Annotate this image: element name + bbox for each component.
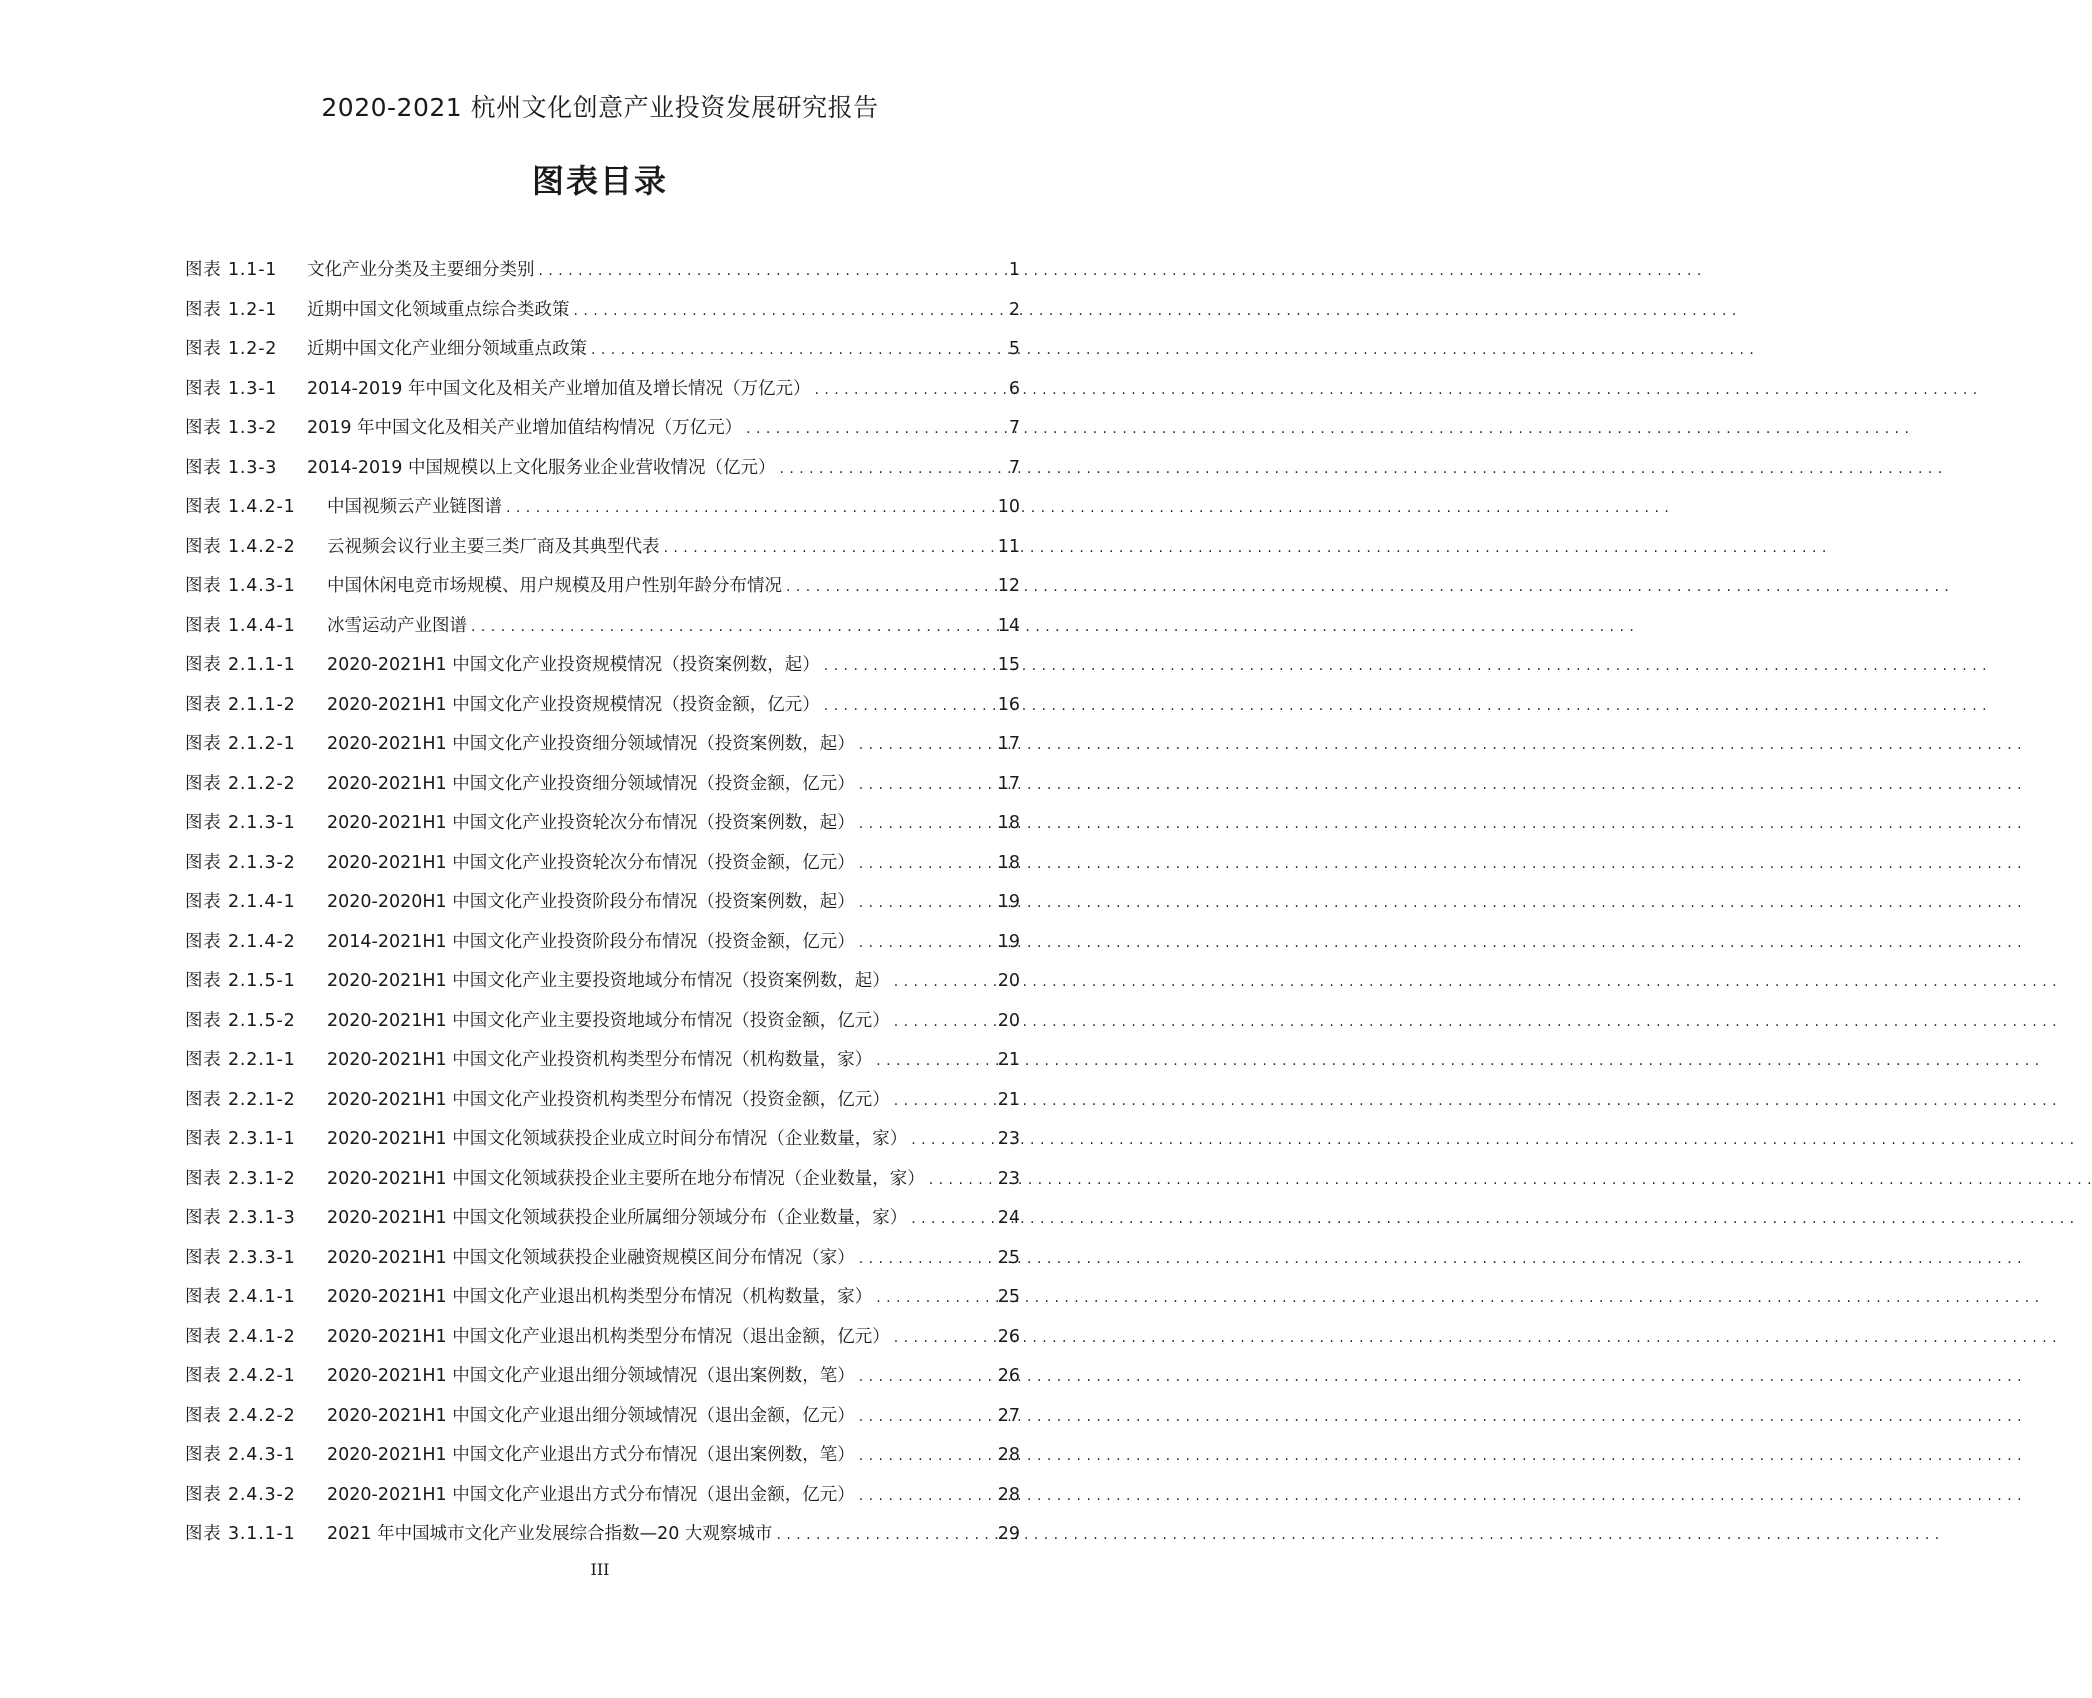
- toc-entry-page: 10: [997, 497, 1020, 517]
- toc-entry-label: 图表 1.1-1: [185, 260, 278, 280]
- dot-leader: [859, 883, 994, 923]
- toc-entry-title: 2020-2021H1 中国文化领域获投企业主要所在地分布情况（企业数量，家）: [327, 1168, 925, 1189]
- toc-entry[interactable]: [185, 528, 1020, 568]
- toc-entry[interactable]: [185, 686, 1020, 726]
- toc-entry-page: 5: [1008, 339, 1020, 359]
- toc-entry-title: 2020-2021H1 中国文化产业主要投资地域分布情况（投资金额，亿元）: [327, 1010, 890, 1031]
- toc-entry-page: 14: [997, 615, 1020, 636]
- toc-entry-label: 图表 2.1.1-1: [185, 655, 296, 675]
- dot-leader: [574, 291, 1005, 331]
- dot-leader: [591, 330, 1004, 370]
- toc-entry-page: 28: [997, 1445, 1020, 1465]
- toc-entry-label: 图表 2.4.1-1: [185, 1287, 296, 1307]
- dot-leader: [859, 1476, 994, 1516]
- dot-leader: [471, 607, 994, 647]
- dot-leader: [859, 1397, 994, 1437]
- dot-leader: [929, 1160, 994, 1200]
- toc-entry-label: 图表 1.3-2: [185, 418, 278, 438]
- toc-entry[interactable]: [185, 804, 1020, 844]
- toc-entry-label: 图表 1.3-3: [185, 457, 278, 478]
- dot-leader: [506, 488, 994, 528]
- toc-entry-title: 2014-2021H1 中国文化产业投资阶段分布情况（投资金额，亿元）: [327, 931, 855, 952]
- dot-leader: [911, 1120, 993, 1160]
- toc-entry-label: 图表 1.3-1: [185, 378, 278, 399]
- toc-entry-title: 近期中国文化领域重点综合类政策: [307, 299, 570, 320]
- toc-entry-title: 2020-2021H1 中国文化产业投资细分领域情况（投资金额，亿元）: [327, 773, 855, 794]
- toc-entry-title: 2021 年中国城市文化产业发展综合指数—20 大观察城市: [327, 1524, 773, 1544]
- dot-leader: [664, 528, 994, 568]
- toc-entry-label: 图表 2.1.5-1: [185, 971, 296, 991]
- toc-entry-title: 2020-2021H1 中国文化产业退出方式分布情况（退出案例数，笔）: [327, 1445, 855, 1465]
- toc-entry-label: 图表 2.4.3-1: [185, 1445, 296, 1465]
- dot-leader: [876, 1278, 993, 1318]
- toc-entry-page: 15: [997, 655, 1020, 675]
- dot-leader: [814, 370, 1004, 410]
- toc-entry-title: 2020-2021H1 中国文化产业退出细分领域情况（退出案例数，笔）: [327, 1366, 855, 1386]
- toc-entry-label: 图表 3.1.1-1: [185, 1524, 296, 1544]
- toc-entry-label: 图表 2.1.3-1: [185, 813, 296, 833]
- dot-leader: [911, 1199, 993, 1239]
- toc-entry-title: 2020-2020H1 中国文化产业投资阶段分布情况（投资案例数，起）: [327, 892, 855, 912]
- toc-entry-page: 6: [1008, 378, 1020, 399]
- toc-entry-label: 图表 1.4.2-2: [185, 536, 296, 557]
- toc-entry-label: 图表 2.3.3-1: [185, 1247, 296, 1268]
- dot-leader: [894, 1081, 994, 1121]
- toc-entry[interactable]: [185, 1239, 1020, 1279]
- toc-entry-title: 云视频会议行业主要三类厂商及其典型代表: [327, 536, 660, 557]
- toc-entry[interactable]: [185, 1120, 1020, 1160]
- dot-leader: [859, 1239, 994, 1279]
- toc-entry-title: 中国休闲电竞市场规模、用户规模及用户性别年龄分布情况: [327, 576, 782, 596]
- toc-entry-title: 2020-2021H1 中国文化产业投资轮次分布情况（投资案例数，起）: [327, 813, 855, 833]
- toc-entry-label: 图表 2.1.2-2: [185, 773, 296, 794]
- toc-entry-title: 2020-2021H1 中国文化产业投资规模情况（投资金额，亿元）: [327, 694, 820, 715]
- dot-leader: [824, 646, 994, 686]
- toc-entry[interactable]: [185, 1278, 1020, 1318]
- toc-entry-title: 2020-2021H1 中国文化产业投资机构类型分布情况（投资金额，亿元）: [327, 1089, 890, 1110]
- toc-list: [185, 251, 1020, 1555]
- toc-entry-page: 18: [997, 852, 1020, 873]
- dot-leader: [746, 409, 1004, 449]
- toc-entry-page: 7: [1008, 457, 1020, 478]
- toc-entry-label: 图表 2.2.1-2: [185, 1089, 296, 1110]
- toc-entry[interactable]: [185, 488, 1020, 528]
- toc-entry-title: 2020-2021H1 中国文化产业退出机构类型分布情况（退出金额，亿元）: [327, 1326, 890, 1347]
- toc-entry-page: 19: [997, 931, 1020, 952]
- dot-leader: [859, 804, 994, 844]
- dot-leader: [786, 567, 994, 607]
- toc-entry-label: 图表 2.4.3-2: [185, 1484, 296, 1505]
- toc-title: 图表目录: [531, 162, 668, 200]
- toc-entry[interactable]: [185, 646, 1020, 686]
- toc-entry[interactable]: [185, 923, 1020, 963]
- toc-entry[interactable]: [185, 725, 1020, 765]
- toc-entry-label: 图表 1.4.4-1: [185, 615, 296, 636]
- dot-leader: [894, 962, 994, 1002]
- toc-entry-title: 2014-2019 年中国文化及相关产业增加值及增长情况（万亿元）: [307, 378, 811, 399]
- toc-entry[interactable]: [185, 330, 1020, 370]
- toc-entry-page: 21: [997, 1089, 1020, 1110]
- toc-entry[interactable]: [185, 409, 1020, 449]
- toc-entry-label: 图表 2.1.4-2: [185, 931, 296, 952]
- toc-entry[interactable]: [185, 765, 1020, 805]
- toc-entry[interactable]: [185, 1357, 1020, 1397]
- toc-entry-page: 26: [997, 1366, 1020, 1386]
- dot-leader: [859, 1357, 994, 1397]
- toc-entry-title: 2020-2021H1 中国文化领域获投企业融资规模区间分布情况（家）: [327, 1247, 855, 1268]
- toc-entry-title: 2020-2021H1 中国文化领域获投企业成立时间分布情况（企业数量，家）: [327, 1129, 908, 1149]
- toc-entry-label: 图表 2.1.2-1: [185, 734, 296, 754]
- toc-entry-page: 17: [997, 773, 1020, 794]
- toc-entry[interactable]: [185, 251, 1020, 291]
- toc-entry[interactable]: [185, 1318, 1020, 1358]
- toc-entry-page: 28: [997, 1484, 1020, 1505]
- dot-leader: [824, 686, 994, 726]
- dot-leader: [859, 923, 994, 963]
- dot-leader: [539, 251, 1005, 291]
- toc-entry[interactable]: [185, 1199, 1020, 1239]
- toc-entry-page: 21: [997, 1050, 1020, 1070]
- toc-entry-label: 图表 2.3.1-2: [185, 1168, 296, 1189]
- toc-entry[interactable]: [185, 291, 1020, 331]
- toc-entry-title: 冰雪运动产业图谱: [327, 615, 467, 636]
- toc-entry-page: 20: [997, 971, 1020, 991]
- toc-entry-page: 1: [1008, 260, 1020, 280]
- toc-entry[interactable]: [185, 1397, 1020, 1437]
- toc-entry-title: 2020-2021H1 中国文化产业投资机构类型分布情况（机构数量，家）: [327, 1050, 873, 1070]
- toc-entry-title: 2019 年中国文化及相关产业增加值结构情况（万亿元）: [307, 418, 743, 438]
- toc-entry-page: 20: [997, 1010, 1020, 1031]
- toc-entry-page: 17: [997, 734, 1020, 754]
- dot-leader: [776, 1515, 993, 1555]
- page-number: III: [590, 1560, 610, 1579]
- toc-entry-label: 图表 1.4.3-1: [185, 576, 296, 596]
- toc-entry[interactable]: [185, 1476, 1020, 1516]
- toc-entry[interactable]: [185, 962, 1020, 1002]
- toc-entry[interactable]: [185, 607, 1020, 647]
- toc-entry[interactable]: [185, 370, 1020, 410]
- toc-entry[interactable]: [185, 844, 1020, 884]
- toc-entry-page: 26: [997, 1326, 1020, 1347]
- toc-entry-label: 图表 2.4.2-2: [185, 1405, 296, 1426]
- dot-leader: [859, 844, 994, 884]
- toc-entry-page: 2: [1008, 299, 1020, 320]
- toc-entry-title: 2020-2021H1 中国文化产业退出机构类型分布情况（机构数量，家）: [327, 1287, 873, 1307]
- toc-entry[interactable]: [185, 1436, 1020, 1476]
- dot-leader: [859, 765, 994, 805]
- toc-entry-page: 18: [997, 813, 1020, 833]
- toc-entry[interactable]: [185, 883, 1020, 923]
- toc-entry-page: 16: [997, 694, 1020, 715]
- toc-entry-title: 2020-2021H1 中国文化产业投资细分领域情况（投资案例数，起）: [327, 734, 855, 754]
- toc-entry-label: 图表 2.1.1-2: [185, 694, 296, 715]
- toc-entry-label: 图表 2.4.2-1: [185, 1366, 296, 1386]
- toc-entry-page: 19: [997, 892, 1020, 912]
- toc-entry-title: 2020-2021H1 中国文化产业退出方式分布情况（退出金额，亿元）: [327, 1484, 855, 1505]
- toc-entry-page: 25: [997, 1247, 1020, 1268]
- toc-entry-page: 11: [997, 536, 1020, 557]
- toc-entry[interactable]: [185, 1041, 1020, 1081]
- dot-leader: [876, 1041, 993, 1081]
- dot-leader: [859, 1436, 994, 1476]
- toc-entry-title: 2020-2021H1 中国文化产业主要投资地域分布情况（投资案例数，起）: [327, 971, 890, 991]
- dot-leader: [894, 1002, 994, 1042]
- toc-entry[interactable]: [185, 1002, 1020, 1042]
- toc-entry-title: 2020-2021H1 中国文化领域获投企业所属细分领域分布（企业数量，家）: [327, 1208, 908, 1228]
- toc-entry-page: 23: [997, 1129, 1020, 1149]
- toc-entry[interactable]: [185, 449, 1020, 489]
- toc-entry-label: 图表 2.4.1-2: [185, 1326, 296, 1347]
- toc-entry-label: 图表 1.2-2: [185, 339, 278, 359]
- toc-entry-title: 2020-2021H1 中国文化产业退出细分领域情况（退出金额，亿元）: [327, 1405, 855, 1426]
- toc-entry[interactable]: [185, 1515, 1020, 1555]
- toc-entry-page: 24: [997, 1208, 1020, 1228]
- document-header: 2020-2021 杭州文化创意产业投资发展研究报告: [321, 93, 879, 122]
- toc-entry-label: 图表 1.4.2-1: [185, 497, 296, 517]
- toc-entry[interactable]: [185, 1081, 1020, 1121]
- toc-entry-label: 图表 2.3.1-3: [185, 1208, 296, 1228]
- toc-entry[interactable]: [185, 1160, 1020, 1200]
- toc-entry-label: 图表 2.3.1-1: [185, 1129, 296, 1149]
- toc-entry-label: 图表 1.2-1: [185, 299, 278, 320]
- toc-entry-label: 图表 2.1.3-2: [185, 852, 296, 873]
- toc-entry-title: 2014-2019 中国规模以上文化服务业企业营收情况（亿元）: [307, 457, 776, 478]
- toc-entry-title: 2020-2021H1 中国文化产业投资规模情况（投资案例数，起）: [327, 655, 820, 675]
- toc-entry[interactable]: [185, 567, 1020, 607]
- dot-leader: [894, 1318, 994, 1358]
- toc-entry-label: 图表 2.1.4-1: [185, 892, 296, 912]
- toc-entry-title: 2020-2021H1 中国文化产业投资轮次分布情况（投资金额，亿元）: [327, 852, 855, 873]
- toc-entry-label: 图表 2.2.1-1: [185, 1050, 296, 1070]
- toc-entry-title: 中国视频云产业链图谱: [327, 497, 502, 517]
- toc-entry-title: 文化产业分类及主要细分类别: [307, 260, 535, 280]
- toc-entry-label: 图表 2.1.5-2: [185, 1010, 296, 1031]
- dot-leader: [779, 449, 1004, 489]
- toc-entry-page: 7: [1008, 418, 1020, 438]
- dot-leader: [859, 725, 994, 765]
- toc-entry-page: 25: [997, 1287, 1020, 1307]
- toc-entry-title: 近期中国文化产业细分领域重点政策: [307, 339, 587, 359]
- toc-entry-page: 29: [997, 1524, 1020, 1544]
- toc-entry-page: 12: [997, 576, 1020, 596]
- toc-entry-page: 23: [997, 1168, 1020, 1189]
- toc-entry-page: 27: [997, 1405, 1020, 1426]
